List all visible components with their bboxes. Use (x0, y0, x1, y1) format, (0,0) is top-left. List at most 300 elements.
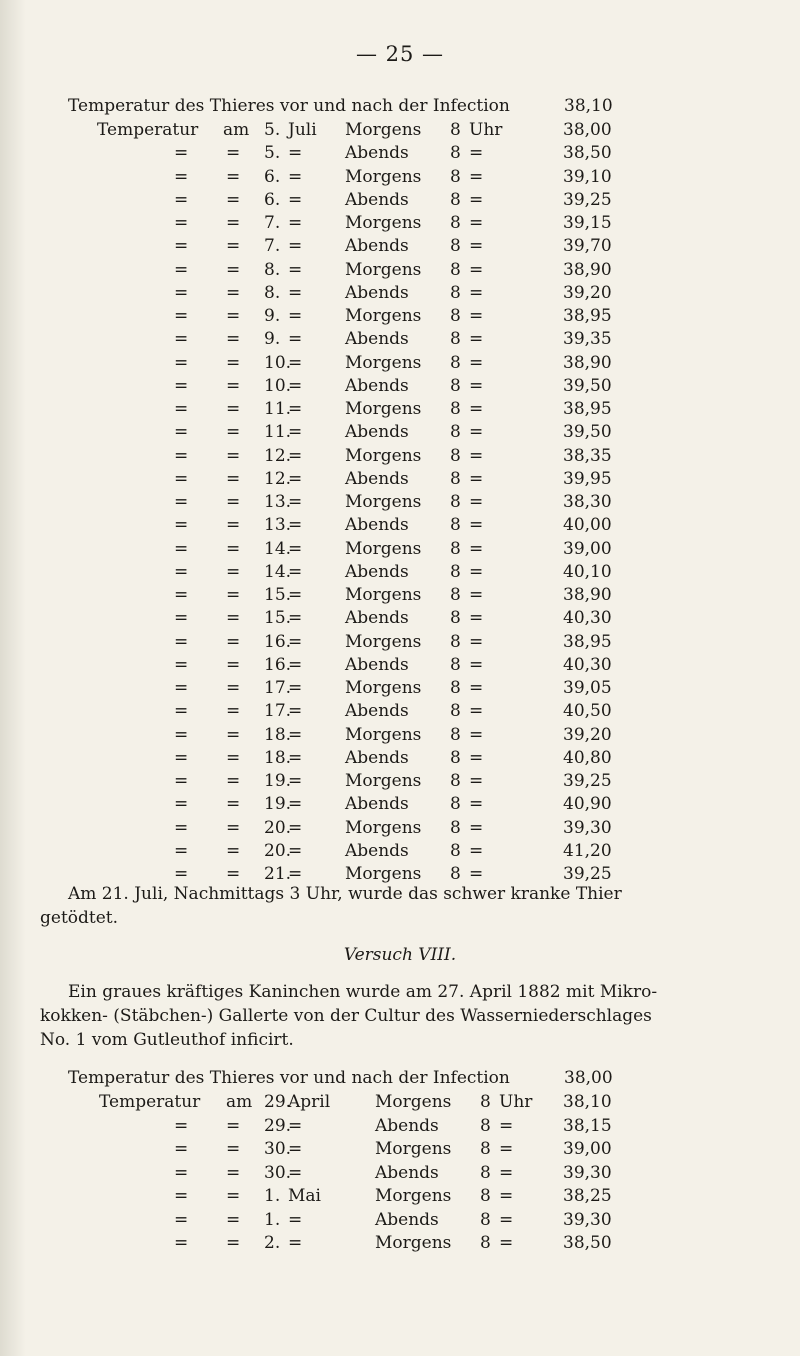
time: Morgens (345, 213, 422, 233)
day: 5. (264, 143, 281, 164)
ditto-mark: = (174, 468, 189, 489)
ditto-mark: = (174, 1139, 189, 1159)
hour: 8 (450, 701, 461, 722)
month: = (288, 817, 303, 838)
hour: 8 (450, 515, 461, 536)
time: Abends (345, 468, 409, 489)
temperature-value: 39,15 (563, 213, 612, 233)
temperature-value: 40,80 (563, 747, 612, 768)
time: Morgens (345, 817, 422, 838)
day: 20. (264, 840, 292, 861)
ditto-mark: = (174, 585, 189, 605)
table-row (0, 608, 800, 631)
time: Morgens (375, 1186, 452, 1206)
time: Abends (345, 515, 409, 536)
table-row (0, 469, 800, 492)
month: = (288, 794, 303, 815)
hour: 8 (450, 143, 461, 164)
month: = (288, 724, 303, 745)
month: = (288, 747, 303, 768)
hour: 8 (450, 654, 461, 675)
temperature-value: 38,90 (563, 352, 612, 373)
time: Abends (345, 561, 409, 582)
day: 15. (264, 608, 292, 629)
ditto-mark: = (226, 701, 241, 722)
hour: 8 (450, 608, 461, 629)
table-row (0, 376, 800, 399)
hour: 8 (450, 329, 461, 350)
temperature-value: 38,90 (563, 585, 612, 605)
ditto-mark: = (174, 747, 189, 768)
temperature-value: 39,00 (563, 1139, 612, 1159)
day: 18. (264, 747, 292, 768)
hour: 8 (450, 817, 461, 838)
temperature-value: 39,30 (563, 817, 612, 838)
temperature-value: 38,00 (563, 120, 612, 140)
unit: = (469, 585, 484, 605)
day: 5. (264, 120, 281, 140)
ditto-mark: = (174, 189, 189, 210)
month: = (288, 282, 303, 303)
table-row (0, 748, 800, 771)
unit: = (469, 189, 484, 210)
day: 14. (264, 561, 292, 582)
paragraph-line-1: Ein graues kräftiges Kaninchen wurde am 27. April 1882 mit Mikro- (68, 982, 658, 1002)
time: Morgens (345, 771, 422, 791)
table-row (0, 1233, 800, 1256)
temperature-value: 40,30 (563, 654, 612, 675)
paragraph-line-2: kokken- (Stäbchen-) Gallerte von der Cultur des Wasserniederschlages (40, 1006, 652, 1026)
hour: 8 (480, 1162, 491, 1183)
table-row (0, 306, 800, 329)
hour: 8 (480, 1233, 491, 1253)
time: Abends (345, 189, 409, 210)
ditto-mark: = (174, 1209, 189, 1230)
table-row (0, 1210, 800, 1233)
unit: = (469, 259, 484, 280)
ditto-mark: = (226, 631, 241, 652)
table-row (0, 1139, 800, 1162)
temperature-value: 38,30 (563, 492, 612, 512)
table-row (0, 678, 800, 701)
time: Morgens (375, 1092, 452, 1112)
ditto-mark: = (174, 608, 189, 629)
ditto-mark: = (226, 1186, 241, 1206)
day: 13. (264, 492, 292, 512)
ditto-mark: = (174, 724, 189, 745)
hour: 8 (450, 561, 461, 582)
table-row (0, 422, 800, 445)
ditto-mark: = (174, 1115, 189, 1136)
time: Abends (345, 329, 409, 350)
hour: 8 (450, 282, 461, 303)
day: 10. (264, 352, 292, 373)
ditto-mark: = (174, 794, 189, 815)
temperature-value: 38,25 (563, 1186, 612, 1206)
day: 20. (264, 817, 292, 838)
unit: = (469, 166, 484, 187)
temperature-value: 38,35 (563, 445, 612, 466)
table-row (0, 492, 800, 515)
day: 12. (264, 468, 292, 489)
ditto-mark: = (174, 236, 189, 257)
temperature-value: 39,30 (563, 1162, 612, 1183)
unit: = (469, 561, 484, 582)
table-row (0, 1092, 800, 1115)
temperature-value: 40,00 (563, 515, 612, 536)
ditto-mark: = (174, 259, 189, 280)
unit: = (469, 817, 484, 838)
table-row (0, 539, 800, 562)
unit: = (469, 352, 484, 373)
temperature-value: 40,30 (563, 608, 612, 629)
ditto-mark: = (174, 143, 189, 164)
temperature-value: 38,90 (563, 259, 612, 280)
month: = (288, 585, 303, 605)
time: Abends (345, 840, 409, 861)
ditto-mark: = (226, 724, 241, 745)
time: Morgens (345, 631, 422, 652)
ditto-mark: = (174, 422, 189, 443)
hour: 8 (450, 399, 461, 419)
day: 19. (264, 794, 292, 815)
day: 6. (264, 189, 281, 210)
ditto-mark: = (174, 678, 189, 698)
month: April (288, 1092, 331, 1112)
hour: 8 (450, 585, 461, 605)
temperature-value: 40,10 (563, 561, 612, 582)
ditto-mark: = (174, 561, 189, 582)
unit: = (469, 492, 484, 512)
ditto-mark: = (174, 282, 189, 303)
block2-header-label: Temperatur des Thieres vor und nach der Infection (68, 1068, 510, 1088)
unit: = (499, 1233, 514, 1253)
ditto-mark: = (174, 352, 189, 373)
table-row (0, 1163, 800, 1186)
month: = (288, 678, 303, 698)
hour: 8 (480, 1115, 491, 1136)
temperature-value: 39,00 (563, 538, 612, 559)
hour: 8 (450, 259, 461, 280)
month: = (288, 631, 303, 652)
ditto-mark: = (174, 329, 189, 350)
ditto-mark: = (226, 352, 241, 373)
page-number: — 25 — (355, 42, 445, 66)
ditto-mark: = (174, 701, 189, 722)
temperature-value: 39,95 (563, 468, 612, 489)
ditto-mark: = (226, 771, 241, 791)
day: 17. (264, 701, 292, 722)
temperature-value: 39,50 (563, 375, 612, 396)
month: = (288, 515, 303, 536)
temperature-value: 39,25 (563, 864, 612, 884)
day: 11. (264, 399, 292, 419)
hour: 8 (450, 631, 461, 652)
day: 11. (264, 422, 292, 443)
day: 29. (264, 1092, 292, 1112)
month: = (288, 492, 303, 512)
temperature-value: 38,50 (563, 1233, 612, 1253)
ditto-mark: = (226, 399, 241, 419)
time: Morgens (345, 492, 422, 512)
unit: = (469, 840, 484, 861)
time: Abends (345, 375, 409, 396)
ditto-mark: = (226, 864, 241, 884)
table-row (0, 818, 800, 841)
ditto-mark: = (226, 445, 241, 466)
month: = (288, 375, 303, 396)
day: 2. (264, 1233, 281, 1253)
hour: 8 (450, 771, 461, 791)
time: Morgens (375, 1139, 452, 1159)
table-row (0, 771, 800, 794)
table-row (0, 585, 800, 608)
hour: 8 (480, 1209, 491, 1230)
month: = (288, 840, 303, 861)
ditto-mark: = (226, 143, 241, 164)
day: 8. (264, 282, 281, 303)
day: 17. (264, 678, 292, 698)
unit: = (469, 468, 484, 489)
time: Abends (375, 1162, 439, 1183)
day: 10. (264, 375, 292, 396)
hour: 8 (450, 120, 461, 140)
temperature-value: 38,95 (563, 631, 612, 652)
month: = (288, 864, 303, 884)
time: Morgens (345, 166, 422, 187)
ditto-mark: = (226, 654, 241, 675)
ditto-mark: = (226, 1139, 241, 1159)
month: = (288, 422, 303, 443)
ditto-mark: = (174, 306, 189, 326)
temperature-value: 39,70 (563, 236, 612, 257)
hour: 8 (450, 213, 461, 233)
month: Juli (288, 120, 317, 140)
ditto-mark: = (226, 678, 241, 698)
ditto-mark: = (174, 1186, 189, 1206)
label-am: am (226, 1092, 253, 1112)
day: 9. (264, 306, 281, 326)
time: Abends (345, 608, 409, 629)
time: Abends (345, 143, 409, 164)
ditto-mark: = (226, 1233, 241, 1253)
table-row (0, 562, 800, 585)
table-row (0, 794, 800, 817)
time: Abends (345, 747, 409, 768)
unit: = (499, 1162, 514, 1183)
unit: = (469, 747, 484, 768)
ditto-mark: = (226, 329, 241, 350)
ditto-mark: = (174, 538, 189, 559)
day: 19. (264, 771, 292, 791)
month: = (288, 701, 303, 722)
unit: = (499, 1115, 514, 1136)
table-row (0, 701, 800, 724)
unit: Uhr (469, 120, 503, 140)
hour: 8 (450, 492, 461, 512)
month: = (288, 306, 303, 326)
unit: = (469, 771, 484, 791)
day: 8. (264, 259, 281, 280)
time: Abends (345, 794, 409, 815)
unit: = (499, 1209, 514, 1230)
ditto-mark: = (226, 236, 241, 257)
temperature-value: 38,95 (563, 306, 612, 326)
hour: 8 (450, 538, 461, 559)
day: 15. (264, 585, 292, 605)
ditto-mark: = (226, 166, 241, 187)
temperature-value: 39,35 (563, 329, 612, 350)
time: Morgens (345, 399, 422, 419)
unit: = (469, 701, 484, 722)
day: 21. (264, 864, 292, 884)
ditto-mark: = (226, 794, 241, 815)
month: = (288, 189, 303, 210)
day: 7. (264, 213, 281, 233)
table-row (0, 841, 800, 864)
hour: 8 (450, 794, 461, 815)
ditto-mark: = (174, 166, 189, 187)
hour: 8 (450, 724, 461, 745)
month: = (288, 259, 303, 280)
hour: 8 (450, 166, 461, 187)
temperature-value: 38,15 (563, 1115, 612, 1136)
temperature-value: 39,25 (563, 771, 612, 791)
ditto-mark: = (174, 515, 189, 536)
month: = (288, 771, 303, 791)
paragraph-line-3: No. 1 vom Gutleuthof inficirt. (40, 1030, 294, 1050)
ditto-mark: = (226, 840, 241, 861)
day: 30. (264, 1162, 292, 1183)
ditto-mark: = (226, 306, 241, 326)
day: 1. (264, 1186, 281, 1206)
table-row (0, 213, 800, 236)
hour: 8 (450, 236, 461, 257)
month: = (288, 1209, 303, 1230)
ditto-mark: = (226, 375, 241, 396)
table-row (0, 236, 800, 259)
day: 29. (264, 1115, 292, 1136)
temperature-value: 38,95 (563, 399, 612, 419)
ditto-mark: = (174, 771, 189, 791)
block1-header-value: 38,10 (564, 96, 613, 116)
temperature-value: 39,05 (563, 678, 612, 698)
ditto-mark: = (174, 445, 189, 466)
time: Abends (345, 701, 409, 722)
month: = (288, 399, 303, 419)
temperature-value: 39,20 (563, 282, 612, 303)
unit: = (499, 1186, 514, 1206)
time: Morgens (345, 120, 422, 140)
ditto-mark: = (226, 561, 241, 582)
unit: = (469, 794, 484, 815)
month: = (288, 143, 303, 164)
ditto-mark: = (174, 492, 189, 512)
time: Morgens (345, 864, 422, 884)
unit: = (499, 1139, 514, 1159)
ditto-mark: = (226, 747, 241, 768)
time: Abends (345, 282, 409, 303)
temperature-value: 39,50 (563, 422, 612, 443)
unit: = (469, 213, 484, 233)
time: Abends (375, 1209, 439, 1230)
hour: 8 (450, 468, 461, 489)
time: Morgens (345, 352, 422, 373)
month: = (288, 1162, 303, 1183)
ditto-mark: = (174, 213, 189, 233)
ditto-mark: = (174, 654, 189, 675)
unit: = (469, 375, 484, 396)
month: = (288, 1139, 303, 1159)
ditto-mark: = (174, 840, 189, 861)
unit: = (469, 143, 484, 164)
time: Morgens (345, 445, 422, 466)
unit: = (469, 399, 484, 419)
ditto-mark: = (174, 375, 189, 396)
temperature-value: 38,50 (563, 143, 612, 164)
unit: Uhr (499, 1092, 533, 1112)
block2-header-value: 38,00 (564, 1068, 613, 1088)
ditto-mark: = (174, 864, 189, 884)
label-temperatur: Temperatur (97, 120, 199, 140)
unit: = (469, 631, 484, 652)
day: 6. (264, 166, 281, 187)
month: = (288, 329, 303, 350)
unit: = (469, 236, 484, 257)
ditto-mark: = (174, 1162, 189, 1183)
hour: 8 (450, 445, 461, 466)
month: = (288, 1233, 303, 1253)
ditto-mark: = (226, 585, 241, 605)
time: Abends (375, 1115, 439, 1136)
temperature-value: 41,20 (563, 840, 612, 861)
temperature-value: 40,50 (563, 701, 612, 722)
month: Mai (288, 1186, 321, 1206)
time: Morgens (345, 538, 422, 559)
unit: = (469, 329, 484, 350)
hour: 8 (450, 306, 461, 326)
time: Morgens (345, 306, 422, 326)
ditto-mark: = (226, 1115, 241, 1136)
ditto-mark: = (226, 259, 241, 280)
ditto-mark: = (226, 422, 241, 443)
label-am: am (223, 120, 250, 140)
temperature-value: 38,10 (563, 1092, 612, 1112)
versuch-heading: Versuch VIII. (343, 945, 457, 965)
hour: 8 (450, 375, 461, 396)
temperature-value: 39,20 (563, 724, 612, 745)
table-row (0, 399, 800, 422)
time: Morgens (345, 585, 422, 605)
unit: = (469, 864, 484, 884)
ditto-mark: = (226, 189, 241, 210)
day: 9. (264, 329, 281, 350)
day: 7. (264, 236, 281, 257)
table-row (0, 167, 800, 190)
table-row (0, 143, 800, 166)
ditto-mark: = (226, 213, 241, 233)
hour: 8 (450, 747, 461, 768)
month: = (288, 654, 303, 675)
unit: = (469, 678, 484, 698)
block1-header (68, 96, 613, 116)
day: 18. (264, 724, 292, 745)
unit: = (469, 538, 484, 559)
day: 16. (264, 631, 292, 652)
month: = (288, 166, 303, 187)
month: = (288, 213, 303, 233)
hour: 8 (450, 840, 461, 861)
